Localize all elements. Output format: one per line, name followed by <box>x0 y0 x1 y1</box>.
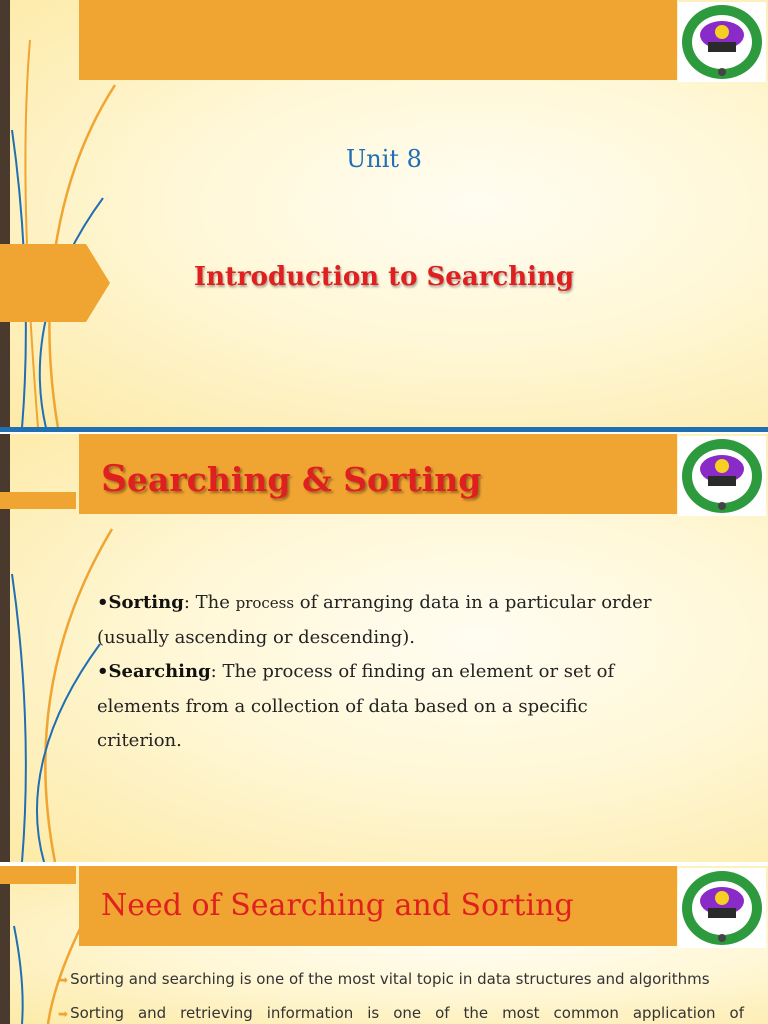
header-bar <box>79 434 677 514</box>
university-logo-icon <box>678 868 766 948</box>
unit-label: Unit 8 <box>346 145 422 173</box>
bullet-text: Sorting and retrieving information is one of the most common application of <box>70 1004 744 1022</box>
bullet-arrow-icon: ➡ <box>58 973 69 987</box>
definitions-text <box>97 586 657 759</box>
sorting-def-a: : The <box>183 592 236 613</box>
slide-3 <box>0 866 768 1024</box>
slide-title <box>101 458 481 500</box>
slide-title: Introduction to Searching <box>193 262 575 292</box>
bullet-item <box>58 1004 744 1022</box>
slide-separator-line <box>0 427 768 432</box>
slide-1 <box>0 0 768 428</box>
bullet-text: Sorting and searching is one of the most vital topic in data structures and algorithms <box>70 970 710 988</box>
searching-def: : The process of finding an element or set of elements from a collection of data based on a specific criterion. <box>97 661 615 751</box>
sorting-def-b: of arranging data in a particular order (usually ascending or descending). <box>97 592 652 648</box>
sorting-def-small: process <box>235 594 295 612</box>
bullet-arrow-icon: ➡ <box>58 1007 69 1021</box>
header-bar <box>79 866 677 946</box>
searching-term: •Searching <box>97 661 211 682</box>
title-rest: earching & Sorting <box>127 460 482 499</box>
university-logo-icon <box>678 436 766 516</box>
sorting-term: •Sorting <box>97 592 184 613</box>
title-first-letter: S <box>101 458 127 500</box>
slide-title: Need of Searching and Sorting <box>101 888 574 923</box>
slide-2 <box>0 434 768 862</box>
bullet-item <box>58 970 710 988</box>
header-bar <box>79 0 677 80</box>
university-logo-icon <box>678 2 766 82</box>
